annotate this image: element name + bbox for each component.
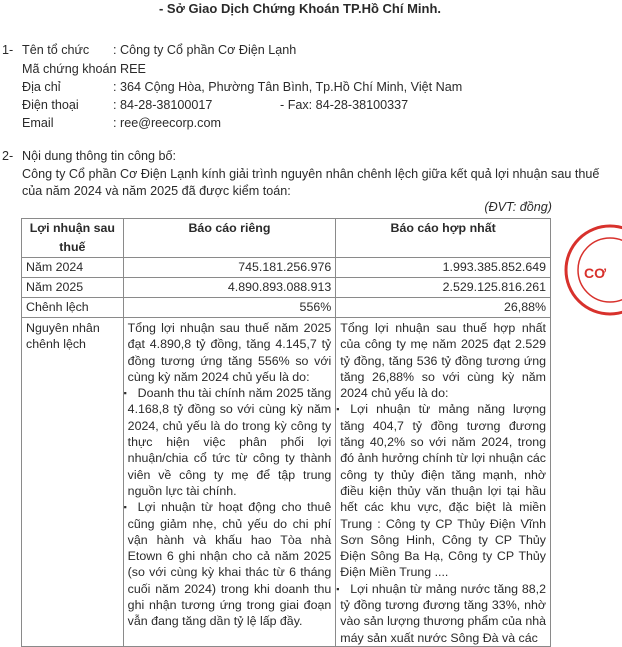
bullet-line: nguồn lực tài chính. [127, 483, 237, 498]
bullet-line: thực hiện việc phân phối lợi [127, 435, 332, 450]
reason-row [22, 318, 551, 647]
svg-text:CƠ: CƠ [584, 265, 607, 281]
paragraph-line: Tổng lợi nhuận sau thuế hợp nhất [340, 321, 546, 335]
label-ticker: Mã chứng khoán [22, 62, 117, 76]
row-label: Năm 2024 [22, 258, 124, 278]
bullet-line: máy sản xuất nước Sông Đà và các [340, 630, 538, 645]
value-org-name: : Công ty Cổ phần Cơ Điện Lạnh [113, 43, 297, 57]
bullet-line: Điện Miền Trung .... [340, 565, 449, 580]
bullet-line: Etown 6 ghi nhận cho cả năm 2025 [127, 549, 332, 564]
intro-line-1: Công ty Cổ phần Cơ Điện Lạnh kính giải trình nguyên nhân chênh lệch giữa kết quả lợi nhuận sau thuế [22, 167, 600, 181]
value-fax: - Fax: 84-28-38100337 [280, 98, 409, 112]
section-1-number: 1- [2, 43, 14, 57]
bullet-line: nhuận/chia cổ tức từ công ty thành [127, 451, 332, 466]
bullet-line: vận hành và khấu hao Tòa nhà [127, 532, 332, 547]
column-header-separate: Báo cáo riêng [123, 219, 336, 258]
bullet-line: Sơn Sông Hinh, Công ty CP Thủy [340, 532, 546, 547]
separate-value: 4.890.893.088.913 [123, 278, 336, 298]
consolidated-value: 26,88% [336, 298, 551, 318]
separate-value: 556% [123, 298, 336, 318]
reason-consolidated [336, 318, 551, 647]
bullet-line: tỷ đồng tương đương tăng 33%, nhờ [340, 598, 546, 613]
bullet-line: ▪ Lợi nhuận từ mảng nước tăng 88,2 [340, 581, 546, 597]
bullet-line: Điện Sông Ba Hạ, Công ty CP Thủy [340, 549, 546, 564]
bullet-line: ▪ Doanh thu tài chính năm 2025 tăng [128, 385, 332, 401]
table-row [22, 298, 551, 318]
paragraph-line: cùng kỳ năm 2024 chủ yếu là do: [127, 369, 310, 384]
table-row [22, 258, 551, 278]
column-header-profit: Lợi nhuận sau thuế [22, 219, 124, 258]
bullet-line: tăng 40,2% so với năm 2024, trong [340, 435, 546, 450]
bullet-line: vào sản lượng thương phẩm của nhà [340, 614, 546, 629]
reason-label-line: Nguyên nhân [26, 321, 100, 335]
bullet-line: ▪ Lợi nhuận từ hoạt động cho thuê [128, 499, 332, 515]
value-address: : 364 Cộng Hòa, Phường Tân Bình, Tp.Hồ Chí Minh, Việt Nam [113, 80, 463, 94]
reason-separate [123, 318, 336, 647]
label-phone: Điện thoại [22, 98, 79, 112]
bullet-line: cũng giảm nhẹ, chủ yếu do chi phí [127, 516, 332, 531]
value-ticker: : REE [113, 62, 146, 76]
bullet-line: tăng 404,7 tỷ đồng tương đương [340, 418, 546, 433]
value-email: : ree@reecorp.com [113, 116, 221, 130]
table-row [22, 278, 551, 298]
bullet-line: ghi nhận tương ứng trong giai đoạn [127, 598, 332, 613]
bullet-line: công ty thủy điện tăng mạnh, nhờ [340, 467, 546, 482]
value-phone: : 84-28-38100017 [113, 98, 213, 112]
bullet-line: ▪ Lợi nhuận từ mảng năng lượng [340, 401, 546, 417]
column-header-consolidated: Báo cáo hợp nhất [336, 219, 551, 258]
section-2-title: Nội dung thông tin công bố: [22, 149, 177, 163]
paragraph-line: tỷ đồng, tăng 536 tỷ đồng tương ứng [340, 353, 546, 368]
consolidated-value: 2.529.125.816.261 [336, 278, 551, 298]
paragraph-line: tăng 26,88% so với cùng kỳ năm [340, 369, 546, 384]
paragraph-line: Tổng lợi nhuận sau thuế năm 2025 [127, 321, 332, 335]
bullet-line: 4.168,8 tỷ đồng so với cùng kỳ năm [127, 402, 332, 417]
row-label: Chênh lệch [22, 298, 124, 318]
paragraph-line: của công ty mẹ năm 2025 đạt 2.529 [340, 337, 546, 352]
bullet-line: cuối năm 2024) trong khi doanh thu [127, 581, 332, 596]
unit-note: (ĐVT: đồng) [484, 200, 552, 214]
consolidated-value: 1.993.385.852.649 [336, 258, 551, 278]
reason-label-line: chênh lệch [26, 337, 86, 352]
company-stamp [562, 222, 622, 322]
label-org-name: Tên tổ chức [22, 43, 90, 57]
row-label: Năm 2025 [22, 278, 124, 298]
bullet-line: Trung : Công ty CP Thủy Điện Vĩnh [340, 516, 546, 531]
table-header-row [22, 219, 551, 258]
section-2-number: 2- [2, 149, 14, 163]
paragraph-line: đạt 4.890,8 tỷ đồng, tăng 4.145,7 tỷ [127, 337, 332, 352]
separate-value: 745.181.256.976 [123, 258, 336, 278]
profit-comparison-table [21, 218, 551, 647]
reason-label [22, 318, 124, 647]
bullet-line: (so với cùng kỳ khai thác từ 6 tháng [127, 565, 332, 580]
recipient-header: - Sở Giao Dịch Chứng Khoán TP.Hồ Chí Minh. [158, 1, 442, 16]
bullet-line: đó ảnh hưởng chính từ lợi nhuận các [340, 451, 546, 466]
bullet-line: viên về công ty mẹ để tập trung [127, 467, 332, 482]
bullet-line: điều kiện thủy văn thuận lợi tại hầu [340, 483, 546, 498]
bullet-line: hết các khu vực, đặc biệt là miền [340, 500, 546, 515]
paragraph-line: đồng tương ứng tăng 556% so với [127, 353, 332, 368]
label-address: Địa chỉ [22, 80, 61, 94]
intro-line-2: của năm 2024 và năm 2025 đã được kiểm toán: [22, 184, 291, 198]
paragraph-line: 2024 chủ yếu là do: [340, 386, 449, 401]
label-email: Email [22, 116, 54, 130]
bullet-line: 2024, chủ yếu là do trong kỳ công ty [127, 418, 332, 433]
bullet-line: vẫn đang tăng dần tỷ lệ lấp đầy. [127, 614, 303, 629]
